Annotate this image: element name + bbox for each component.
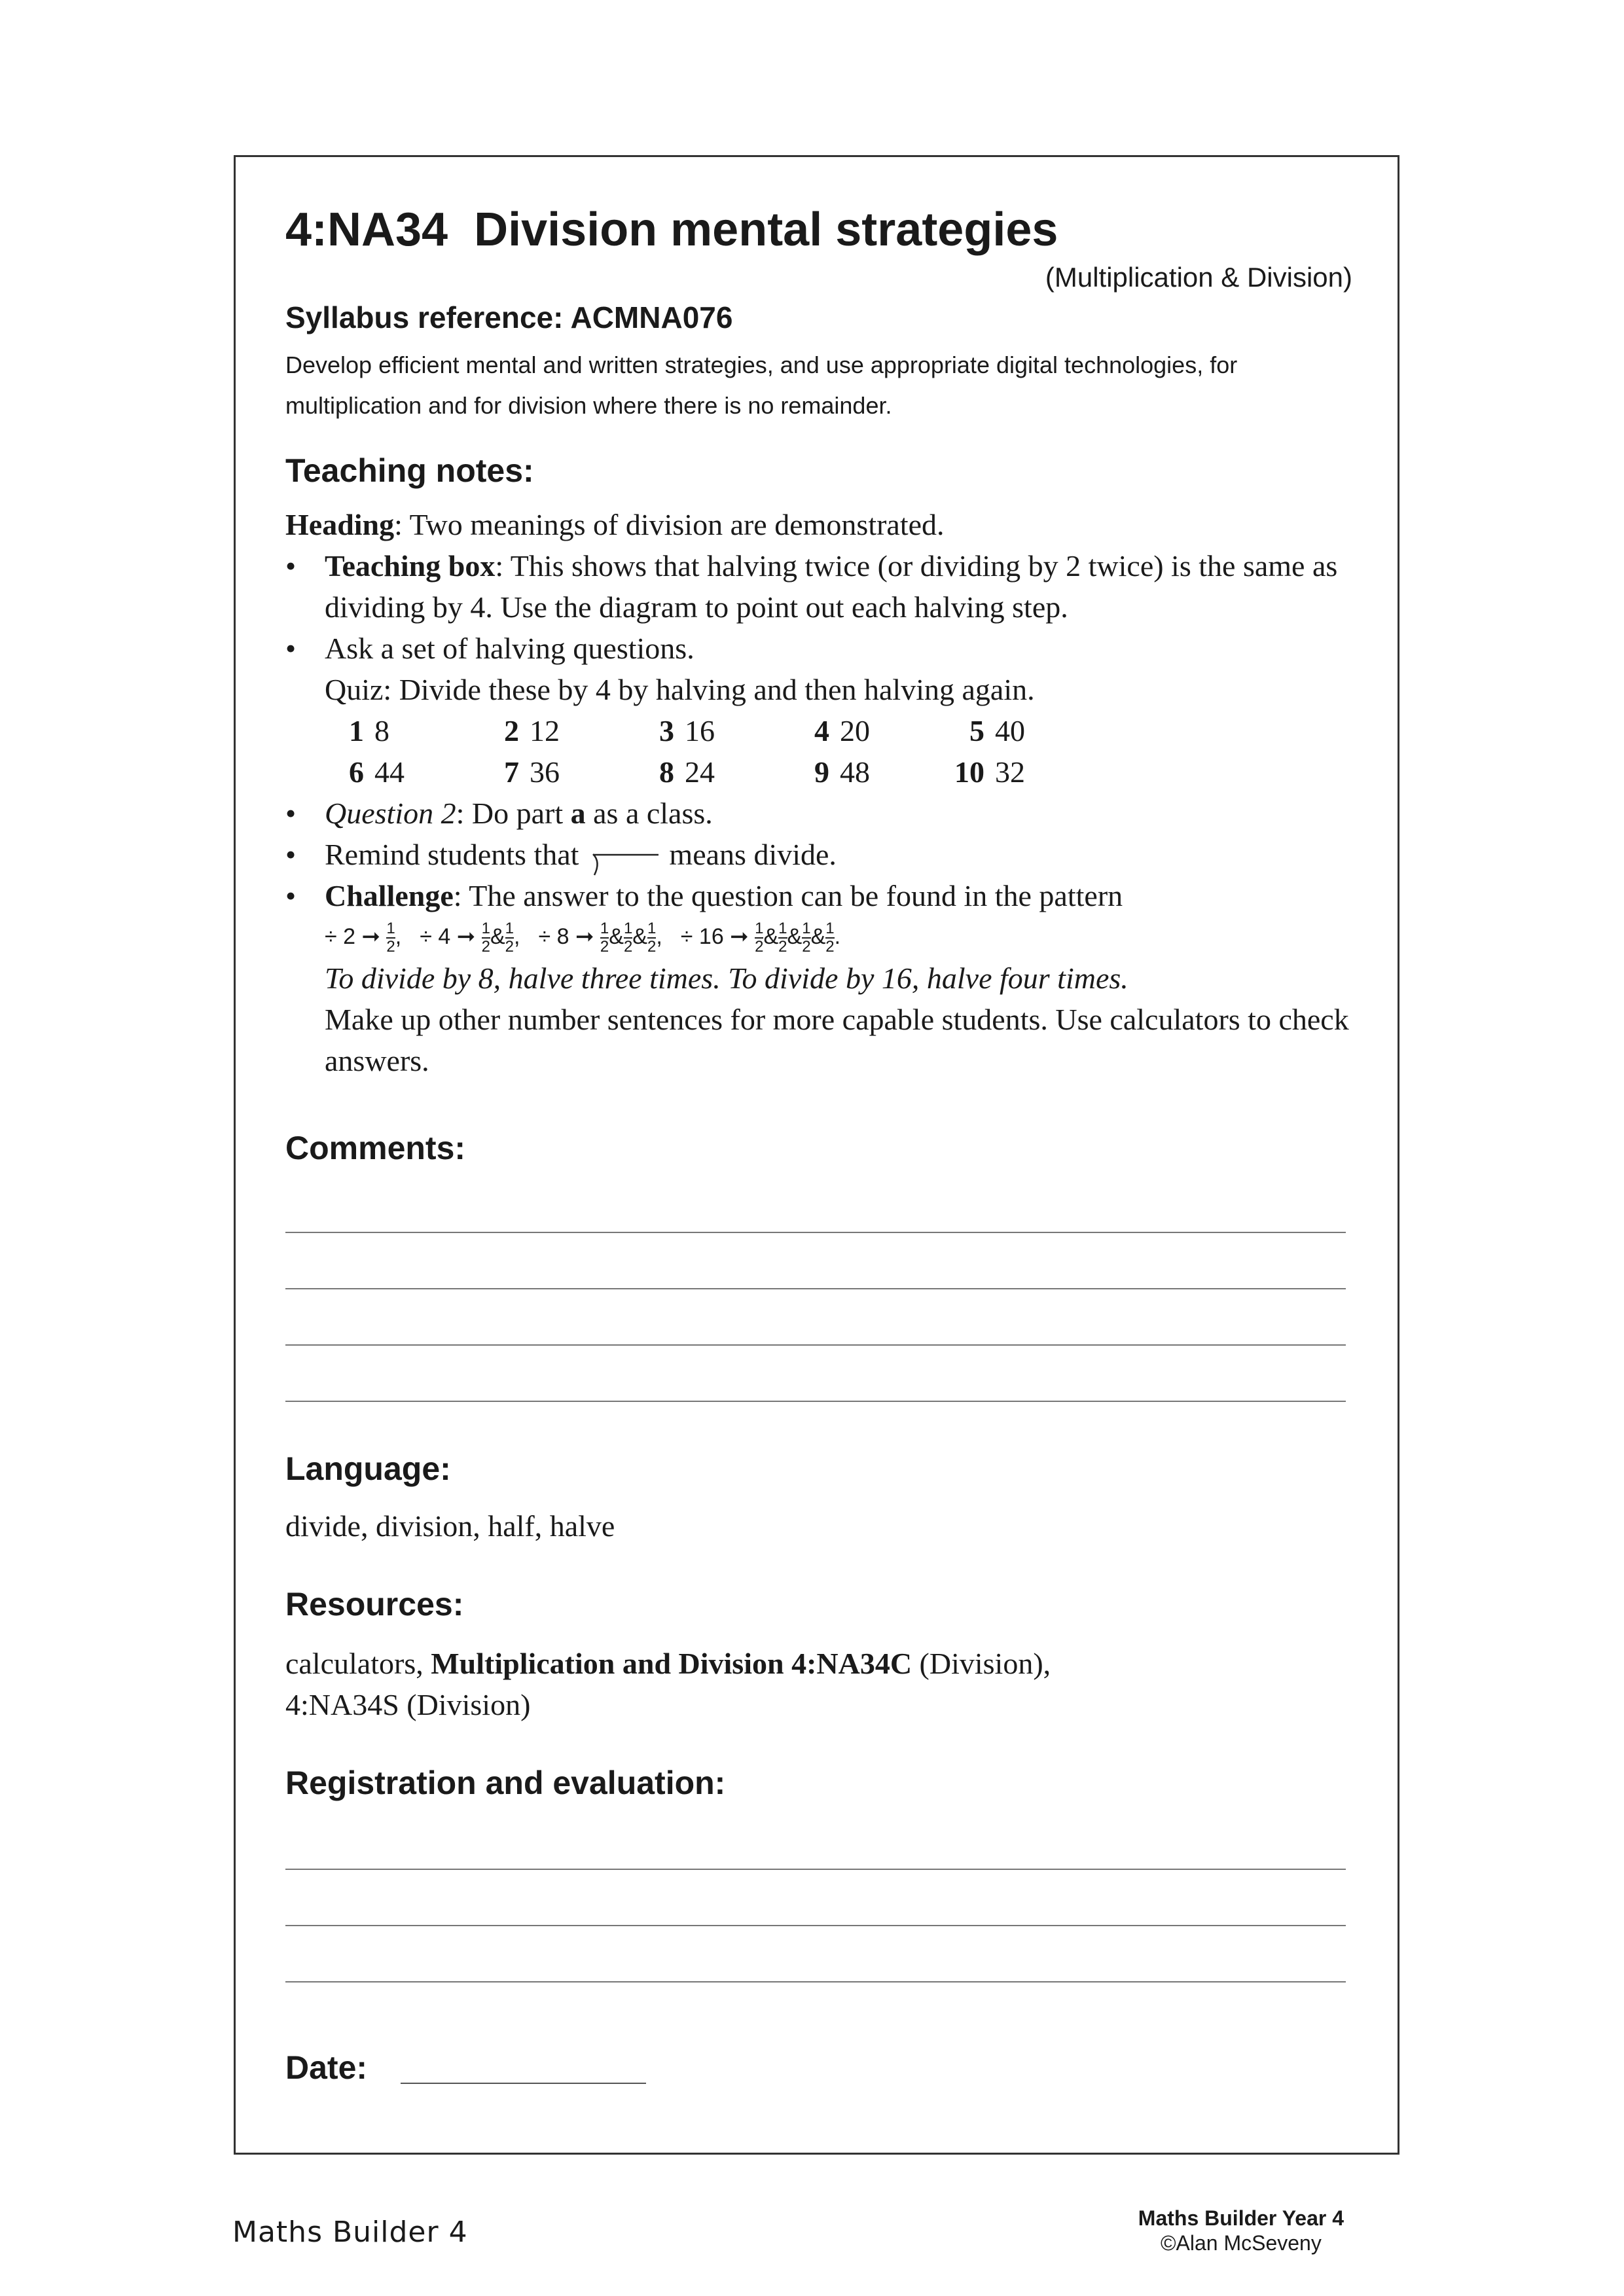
arrow-right-icon: ➞	[456, 924, 482, 949]
quiz-item: 7 36	[504, 755, 560, 789]
question-2-note: • Question 2: Do part a as a class.	[285, 793, 1372, 834]
quiz-item: 4 20	[814, 714, 870, 747]
footer-left: Maths Builder 4	[232, 2215, 468, 2249]
pattern-group: ÷ 16 ➞ $\frac{1}{2}$ & $\frac{1}{2}$ & $\frac{1}{2}$ & $\frac{1}{2}$ .	[680, 920, 841, 956]
italic-note: To divide by 8, halve three times. To divide by 16, halve four times.	[325, 961, 1128, 995]
registration-line	[285, 1981, 1346, 1982]
challenge-note: • Challenge: The answer to the question can be found in the pattern	[285, 875, 1372, 916]
quiz-row	[285, 710, 1372, 751]
language-heading: Language:	[285, 1450, 451, 1487]
halving-pattern	[285, 916, 1372, 958]
comment-line	[285, 1401, 1346, 1402]
quiz-row	[285, 751, 1372, 793]
pattern-group: ÷ 4 ➞ $\frac{1}{2}$ & $\frac{1}{2}$ ,	[420, 920, 520, 956]
registration-line	[285, 1925, 1346, 1926]
division-bracket-icon	[586, 846, 662, 869]
resources-text: calculators, Multiplication and Division 4:NA34C (Division), 4:NA34S (Division)	[285, 1647, 1051, 1721]
arrow-right-icon: ➞	[361, 924, 387, 949]
quiz-item: 9 48	[814, 755, 870, 789]
syllabus-description: Develop efficient mental and written strategies, and use appropriate digital technologies, for multiplication and for division where there is no remainder.	[285, 351, 1238, 419]
quiz-item: 2 12	[504, 714, 560, 747]
teaching-box-note: • Teaching box: This shows that halving twice (or dividing by 2 twice) is the same as dividing by 4. Use the diagram to point out each halving step.	[285, 545, 1372, 628]
quiz-item: 3 16	[659, 714, 715, 747]
comment-line	[285, 1232, 1346, 1233]
more-capable-note: Make up other number sentences for more capable students. Use calculators to check answers.	[325, 1003, 1349, 1077]
pattern-group: ÷ 8 ➞ $\frac{1}{2}$ & $\frac{1}{2}$ & $\frac{1}{2}$ ,	[538, 920, 662, 956]
teaching-notes-body	[285, 504, 1372, 1081]
pattern-group: ÷ 2 ➞ $\frac{1}{2}$ ,	[325, 920, 402, 956]
arrow-right-icon: ➞	[575, 924, 600, 949]
quiz-item: 6 44	[349, 755, 405, 789]
page-title: 4:NA34 Division mental strategies	[285, 204, 1058, 256]
comment-line	[285, 1288, 1346, 1289]
quiz-item: 1 8	[349, 714, 389, 747]
comments-heading: Comments:	[285, 1130, 466, 1166]
quiz-item: 8 24	[659, 755, 715, 789]
language-text: divide, division, half, halve	[285, 1509, 615, 1543]
page-subtitle: (Multiplication & Division)	[1045, 262, 1352, 293]
arrow-right-icon: ➞	[730, 924, 755, 949]
date-label: Date:	[285, 2049, 368, 2086]
registration-heading: Registration and evaluation:	[285, 1765, 726, 1801]
halving-questions-note: • Ask a set of halving questions.	[285, 628, 1372, 669]
date-line	[401, 2083, 646, 2084]
footer-right	[1138, 2206, 1344, 2255]
heading-note: Heading: Two meanings of division are demonstrated.	[285, 508, 945, 541]
quiz-intro: Quiz: Divide these by 4 by halving and then halving again.	[325, 673, 1035, 706]
remind-note: • Remind students that means divide.	[285, 834, 1372, 875]
quiz-item: 10 32	[954, 755, 1025, 789]
teaching-notes-heading: Teaching notes:	[285, 452, 534, 489]
footer-copyright: ©Alan McSeveny	[1160, 2231, 1322, 2255]
syllabus-reference: Syllabus reference: ACMNA076	[285, 300, 733, 334]
comment-line	[285, 1344, 1346, 1346]
registration-line	[285, 1869, 1346, 1870]
resources-heading: Resources:	[285, 1586, 464, 1623]
quiz-item: 5 40	[969, 714, 1025, 747]
footer-book-title: Maths Builder Year 4	[1138, 2206, 1344, 2230]
